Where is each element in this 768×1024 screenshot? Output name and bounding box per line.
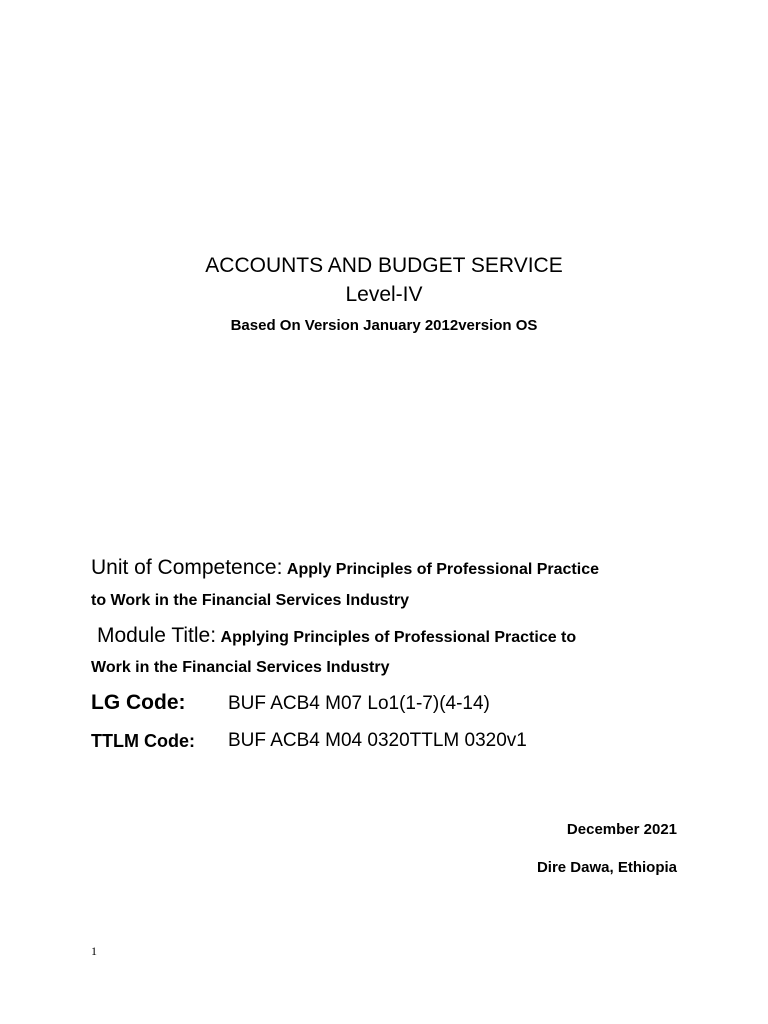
module-title-label: Module Title: xyxy=(97,624,217,647)
unit-of-competence-label: Unit of Competence: xyxy=(91,556,283,579)
module-title xyxy=(97,624,576,648)
unit-of-competence xyxy=(91,556,599,580)
ttlm-code-label: TTLM Code: xyxy=(91,731,195,751)
lg-code-value: BUF ACB4 M07 Lo1(1-7)(4-14) xyxy=(228,693,490,714)
page-number: 1 xyxy=(91,944,97,958)
module-title-value-line2: Work in the Financial Services Industry xyxy=(91,659,390,676)
document-level: Level-IV xyxy=(345,283,423,306)
document-title: ACCOUNTS AND BUDGET SERVICE xyxy=(205,254,563,277)
document-place: Dire Dawa, Ethiopia xyxy=(536,859,677,876)
lg-code-label: LG Code: xyxy=(91,691,186,714)
document-basis: Based On Version January 2012version OS xyxy=(230,317,538,334)
ttlm-code-value: BUF ACB4 M04 0320TTLM 0320v1 xyxy=(228,730,527,751)
document-date: December 2021 xyxy=(566,821,677,838)
unit-of-competence-value-line1: Apply Principles of Professional Practice xyxy=(286,561,599,578)
module-title-value-line1: Applying Principles of Professional Practice to xyxy=(220,629,577,646)
unit-of-competence-value-line2: to Work in the Financial Services Industry xyxy=(91,592,410,609)
